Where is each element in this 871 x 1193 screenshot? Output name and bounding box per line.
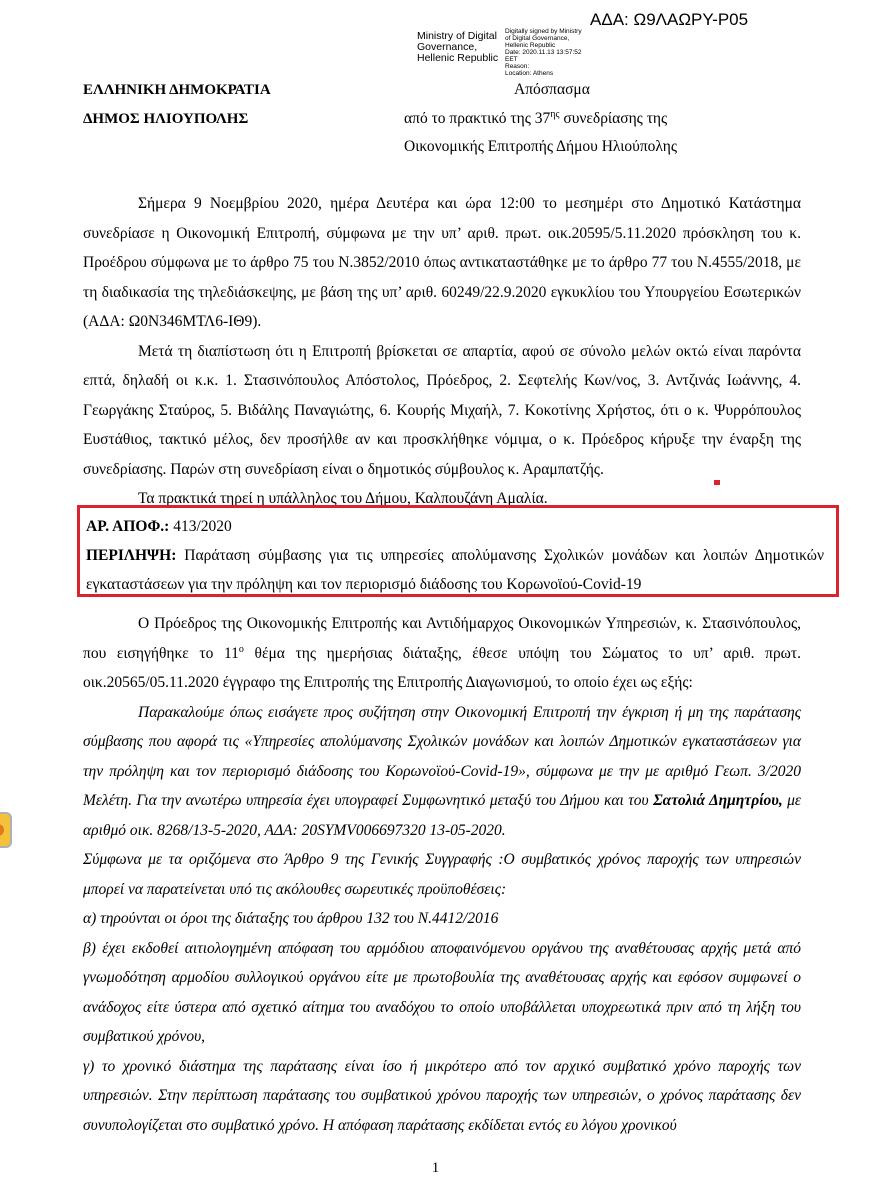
condition-a: α) τηρούνται οι όροι της διάταξης του άρθρου 132 του Ν.4412/2016 [83, 910, 499, 927]
signature-detail-line: Reason: [505, 63, 530, 70]
red-marker [714, 480, 720, 485]
header-extract-title: Απόσπασμα [514, 81, 590, 98]
signature-detail-line: Hellenic Republic [505, 42, 556, 49]
main-paragraph-1-text-end: θέμα της ημερήσιας διάταξης, έθεσε υπόψη του Σώματος το υπ’ αριθ. πρωτ. οικ.20565/05.11.2020 έγγραφο της Επιτροπής της Επιτροπής Διαγωνισμού, το οποίο έχει ως εξής: [83, 644, 801, 691]
header-minutes-text-end: συνεδρίασης της [559, 110, 668, 127]
signature-name-line: Ministry of Digital [417, 30, 497, 42]
signature-detail-line: Digitally signed by Ministry [505, 28, 582, 35]
intro-paragraph-2: Μετά τη διαπίστωση ότι η Επιτροπή βρίσκεται σε απαρτία, αφού σε σύνολο μελών οκτώ είναι παρόντα επτά, δηλαδή οι κ.κ. 1. Στασινόπουλος Απόστολος, Πρόεδρος, 2. Σεφτελής Κων/νος, 3. Αντζινάς Ιωάννης, 4. Γεωργάκης Σταύρος, 5. Βιδάλης Παναγιώτης, 6. Κουρής Μιχαήλ, 7. Κοκοτίνης Χρήστος, ότι ο κ. Ψυρρόπουλος Ευστάθιος, τακτικό μέλος, δεν προσήλθε αν και προσκλήθηκε νόμιμα, ο κ. Πρόεδρος κήρυξε την έναρξη της συνεδρίασης. Παρών στη συνεδρίαση είναι ο δημοτικός σύμβουλος κ. Αραμπατζής. [83, 342, 801, 478]
decision-number-label: ΑΡ. ΑΠΟΦ.: [86, 518, 170, 535]
condition-b: β) έχει εκδοθεί αιτιολογημένη απόφαση του αρμόδιου αποφαινόμενου οργάνου της αναθέτουσας αρχής μετά από γνωμοδότηση αρμοδίου συλλογικού οργάνου είτε με πρωτοβουλία της αναθέτουσας αρχής και εφόσον συμφωνεί ο ανάδοχος είτε ύστερα από σχετικό αίτημα του αναδόχου το οποίο υποβάλλεται υποχρεωτικά πριν από τη λήξη του συμβατικού χρόνου, [83, 939, 801, 1045]
decision-content [86, 512, 824, 599]
header-minutes-sup: ης [550, 108, 560, 120]
signature-detail-line: Location: Athens [505, 70, 554, 77]
condition-c: γ) το χρονικό διάστημα της παράτασης είναι ίσο ή μικρότερο από τον αρχικό συμβατικό χρόνο παροχής των υπηρεσιών. Στην περίπτωση παράτασης του συμβατικού χρόνου παροχής των υπηρεσιών, ο χρόνος παράτασης δεν συνυπολογίζεται στο συμβατικό χρόνο. Η απόφαση παράτασης εκδίδεται εντός ευ λόγου χρονικού [83, 1057, 801, 1134]
signature-details [505, 28, 582, 77]
signature-name [417, 31, 498, 64]
decision-summary-text: Παράταση σύμβασης για τις υπηρεσίες απολύμανσης Σχολικών μονάδων και λοιπών Δημοτικών εγκαταστάσεων για την πρόληψη και τον περιορισμό διάδοσης του Κορωνοϊού-Covid-19 [86, 547, 824, 593]
decision-summary-label: ΠΕΡΙΛΗΨΗ: [86, 547, 177, 564]
main-section [83, 609, 801, 1140]
main-paragraph-3: Σύμφωνα με τα οριζόμενα στο Άρθρο 9 της Γενικής Συγγραφής :Ο συμβατικός χρόνος παροχής των υπηρεσιών μπορεί να παρατείνεται υπό τις ακόλουθες σωρευτικές προϋποθέσεις: [83, 851, 801, 898]
ada-code: ΑΔΑ: Ω9ΛΑΩΡΥ-Ρ05 [590, 10, 749, 29]
signature-name-line: Hellenic Republic [417, 52, 499, 64]
intro-section [83, 189, 801, 514]
page-number: 1 [431, 1160, 440, 1176]
header-minutes-text: από το πρακτικό της 37 [404, 110, 551, 127]
signature-detail-line: of Digital Governance, [505, 35, 570, 42]
contractor-name: Σατολιά Δημητρίου, [653, 792, 783, 809]
decision-number [86, 512, 824, 541]
signature-name-line: Governance, [417, 41, 478, 53]
main-paragraph-1 [83, 609, 801, 698]
main-paragraph-1-sup: ο [238, 643, 244, 655]
header-minutes-line [404, 110, 667, 128]
main-paragraph-2-text: Παρακαλούμε όπως εισάγετε προς συζήτηση στην Οικονομική Επιτροπή την έγκριση ή μη της παράτασης σύμβασης που αφορά τις «Υπηρεσίες απολύμανσης Σχολικών μονάδων και λοιπών Δημοτικών εγκαταστάσεων για την πρόληψη και τον περιορισμό διάδοσης του Κορωνοϊού-Covid-19», σύμφωνα με την με αριθμό Γεωπ. 3/2020 Μελέτη. Για την ανωτέρω υπηρεσία έχει υπογραφεί Συμφωνητικό μεταξύ του Δήμου και του [83, 703, 801, 809]
intro-paragraph-1: Σήμερα 9 Νοεμβρίου 2020, ημέρα Δευτέρα και ώρα 12:00 το μεσημέρι στο Δημοτικό Κατάστημα συνεδρίασε η Οικονομική Επιτροπή, σύμφωνα με την υπ’ αριθ. πρωτ. οικ.20595/5.11.2020 πρόσκληση του κ. Προέδρου σύμφωνα με το άρθρο 75 του Ν.3852/2010 όπως αντικαταστάθηκε με το άρθρο 77 του Ν.4555/2018, με τη διαδικασία της τηλεδιάσκεψης, με βάση της υπ’ αριθ. 60249/22.9.2020 εγκυκλίου του Υπουργείου Εσωτερικών (ΑΔΑ: Ω0Ν346ΜΤΛ6-ΙΘ9). [83, 195, 801, 330]
signature-detail-line: EET [505, 56, 518, 63]
decision-number-value: 413/2020 [169, 518, 232, 535]
main-paragraph-1-text: Ο Πρόεδρος της Οικονομικής Επιτροπής και Αντιδήμαρχος Οικονομικών Υπηρεσιών, κ. Στασινόπουλος, που εισηγήθηκε το 11 [83, 615, 801, 662]
header-republic: ΕΛΛΗΝΙΚΗ ΔΗΜΟΚΡΑΤΙΑ [83, 82, 271, 98]
intro-paragraph-3: Τα πρακτικά τηρεί η υπάλληλος του Δήμου, Καλπουζάνη Αμαλία. [138, 490, 548, 507]
decision-summary [86, 541, 824, 599]
side-tool-icon[interactable] [0, 812, 12, 848]
signature-detail-line: Date: 2020.11.13 13:57:52 [505, 49, 582, 56]
main-paragraph-2-text-end: με αριθμό οικ. 8268/13-5-2020, ΑΔΑ: 20SYMV006697320 13-05-2020. [83, 792, 802, 839]
decision-box [77, 505, 839, 597]
header-committee-line: Οικονομικής Επιτροπής Δήμου Ηλιούπολης [404, 138, 678, 155]
header-municipality: ΔΗΜΟΣ ΗΛΙΟΥΠΟΛΗΣ [83, 111, 249, 127]
main-paragraph-2 [83, 698, 801, 846]
